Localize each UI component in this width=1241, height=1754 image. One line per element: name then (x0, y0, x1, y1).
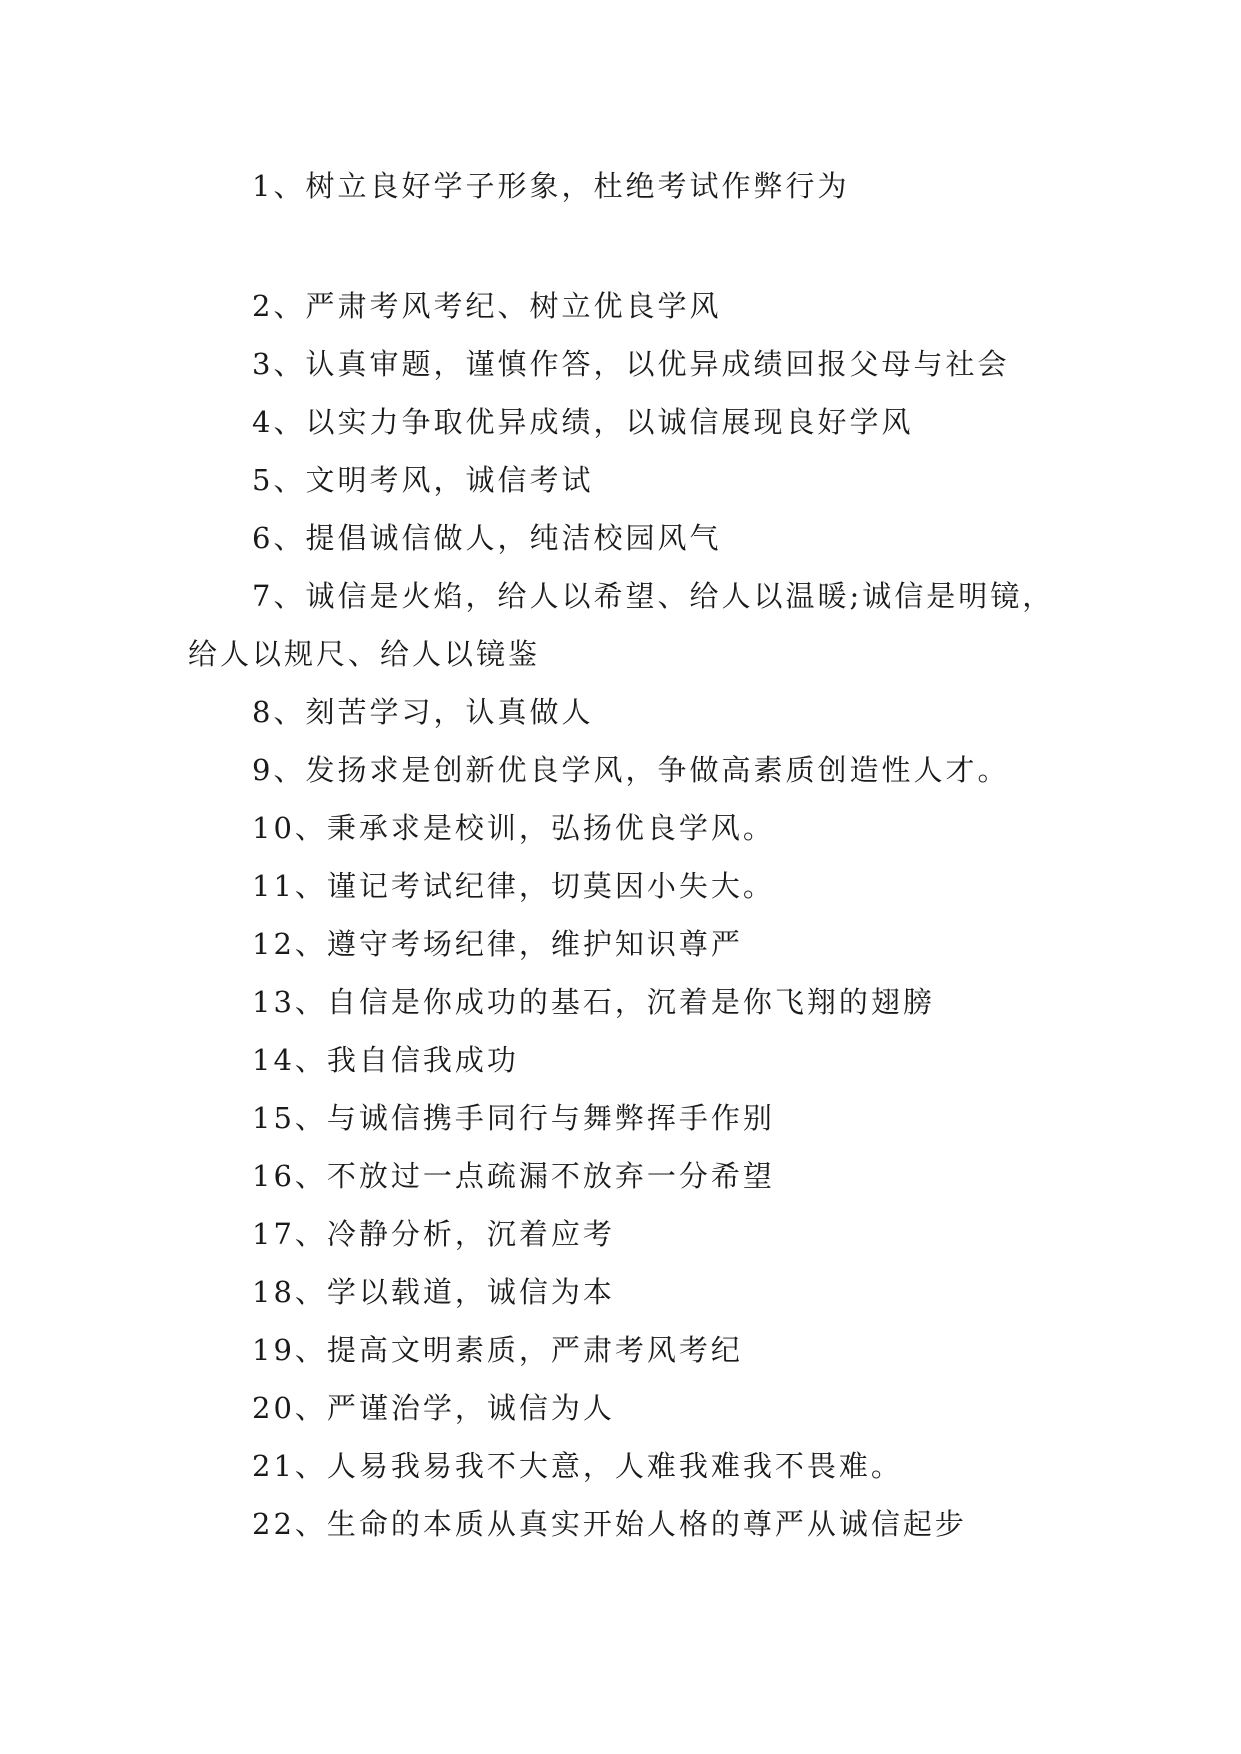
list-item: 11、谨记考试纪律，切莫因小失大。 (252, 869, 775, 903)
list-item: 13、自信是你成功的基石，沉着是你飞翔的翅膀 (252, 985, 935, 1019)
list-item: 10、秉承求是校训，弘扬优良学风。 (252, 811, 775, 845)
list-item: 8、刻苦学习，认真做人 (252, 695, 594, 729)
list-item: 1、树立良好学子形象，杜绝考试作弊行为 (252, 169, 850, 203)
list-item: 16、不放过一点疏漏不放弃一分希望 (252, 1159, 775, 1193)
list-item: 2、严肃考风考纪、树立优良学风 (252, 289, 722, 323)
list-item: 19、提高文明素质，严肃考风考纪 (252, 1333, 743, 1367)
slogan-list (188, 157, 1058, 1553)
list-item: 14、我自信我成功 (252, 1043, 519, 1077)
list-item-continuation: 给人以规尺、给人以镜鉴 (188, 637, 541, 671)
list-item: 22、生命的本质从真实开始人格的尊严从诚信起步 (252, 1507, 967, 1541)
list-item: 9、发扬求是创新优良学风，争做高素质创造性人才。 (252, 753, 1010, 787)
list-item: 5、文明考风，诚信考试 (252, 463, 594, 497)
list-item: 4、以实力争取优异成绩，以诚信展现良好学风 (252, 405, 914, 439)
list-item: 21、人易我易我不大意，人难我难我不畏难。 (252, 1449, 903, 1483)
list-item: 20、严谨治学，诚信为人 (252, 1391, 615, 1425)
list-item: 7、诚信是火焰，给人以希望、给人以温暖;诚信是明镜， (252, 579, 1055, 613)
list-item: 15、与诚信携手同行与舞弊挥手作别 (252, 1101, 775, 1135)
list-item: 3、认真审题，谨慎作答，以优异成绩回报父母与社会 (252, 347, 1010, 381)
list-item: 12、遵守考场纪律，维护知识尊严 (252, 927, 743, 961)
list-item: 18、学以载道，诚信为本 (252, 1275, 615, 1309)
list-item: 6、提倡诚信做人，纯洁校园风气 (252, 521, 722, 555)
list-item: 17、冷静分析，沉着应考 (252, 1217, 615, 1251)
